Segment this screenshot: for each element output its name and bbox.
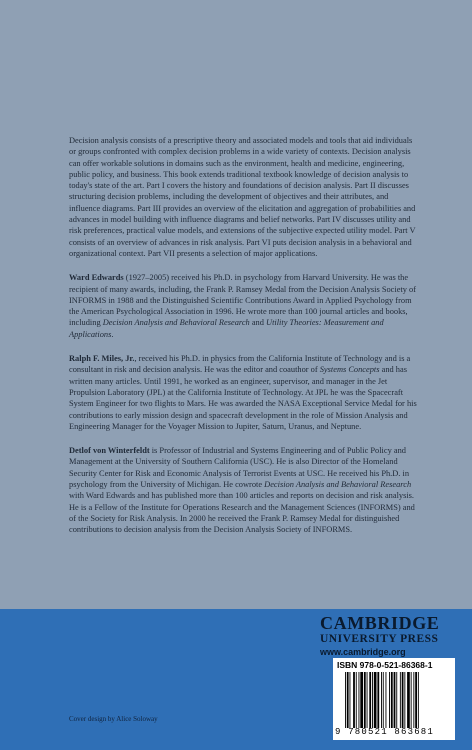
author-name: Ralph F. Miles, Jr. <box>69 354 135 364</box>
barcode-bar <box>386 672 387 728</box>
barcode-bar <box>391 672 393 728</box>
barcode <box>333 658 455 740</box>
bio-winterfeldt: Detlof von Winterfeldt is Professor of Industrial and Systems Engineering and of Public Policy and Management at the University of Southern California (USC). He is also Director of the Homeland Security Center for Risk and Economic Analysis of Terrorist Events at USC. He received his Ph.D. in psychology from the University of Michigan. He cowrote Decision Analysis and Behavioral Research with Ward Edwards and has published more than 100 articles and reports on decision and risk analysis. He is a Fellow of the Institute for Operations Research and the Management Sciences (INFORMS) and of the Society for Risk Analysis. In 2000 he received the Frank P. Ramsey Medal for distinguished contributions to decision analysis from the Decision Analysis Society of INFORMS. <box>69 446 415 535</box>
barcode-bar <box>411 672 412 728</box>
barcode-bar <box>372 672 373 728</box>
publisher-url: www.cambridge.org <box>320 647 406 657</box>
author-name: Ward Edwards <box>69 273 124 283</box>
book-title: Decision Analysis and Behavioral Research <box>264 480 412 490</box>
barcode-bar <box>381 672 382 728</box>
book-title: Decision Analysis and Behavioral Research <box>102 318 250 328</box>
barcode-bar <box>404 672 405 728</box>
barcode-bar <box>356 672 357 728</box>
barcode-bar <box>418 672 419 728</box>
barcode-bar <box>347 672 349 728</box>
barcode-bar <box>369 672 371 728</box>
barcode-bar <box>359 672 360 728</box>
book-title: Systems Concepts <box>319 365 380 375</box>
barcode-bars <box>343 672 447 728</box>
barcode-bar <box>350 672 351 728</box>
barcode-bar <box>396 672 397 728</box>
barcode-bar <box>367 672 368 728</box>
barcode-bar <box>402 672 404 728</box>
barcode-bar <box>413 672 414 728</box>
barcode-bar <box>415 672 417 728</box>
cover-credit: Cover design by Alice Soloway <box>69 715 158 723</box>
cover-text <box>69 135 421 549</box>
barcode-bar <box>364 672 366 728</box>
ean-digits: 9 780521 863681 <box>335 727 435 737</box>
publisher-logo <box>320 614 460 661</box>
barcode-bar <box>400 672 401 728</box>
bio-miles: Ralph F. Miles, Jr., received his Ph.D. in physics from the California Institute of Technology and is a consultant in risk and decision analysis. He was the editor and coauthor of Systems Concepts and has written many articles. Until 1991, he worked as an engineer, supervisor, and manager in the Jet Propulsion Laboratory (JPL) at the California Institute of Technology. At JPL he was the Spacecraft System Engineer for two flights to Mars. He was awarded the NASA Exceptional Service Medal for his contributions to early mission design and spacecraft development in the role of Mission Analysis and Engineering Manager for the Voyager Mission to Jupiter, Saturn, Uranus, and Neptune. <box>69 354 417 431</box>
book-description: Decision analysis consists of a prescriptive theory and associated models and tools that aid individuals or groups confronted with complex decision problems in a wide variety of contexts. Decision analysis can offer workable solutions in domains such as the environment, health and medicine, engineering, public policy, and business. This book extends traditional textbook knowledge of decision analysis to today's state of the art. Part I covers the history and foundations of decision analysis. Part II discusses structuring decision problems, including the development of objectives and their attributes, and influence diagrams. Part III provides an overview of the elicitation and aggregation of probabilities and advances in model building with influence diagrams and belief networks. Part IV discusses utility and risk preferences, practical value models, and extensions of the subjective expected utility model. Part V consists of an overview of advances in risk analysis. Part VI puts decision analysis in a behavioral and organizational context. Part VII presents a selection of major applications. <box>69 136 416 258</box>
barcode-bar <box>389 672 390 728</box>
publisher-name: CAMBRIDGE <box>320 613 440 633</box>
barcode-bar <box>374 672 377 728</box>
author-name: Detlof von Winterfeldt <box>69 446 150 456</box>
barcode-bar <box>353 672 355 728</box>
barcode-bar <box>394 672 396 728</box>
book-title: Utility Theories: Measurement and Applications <box>69 318 384 339</box>
barcode-bar <box>360 672 363 728</box>
isbn-label: ISBN 978-0-521-86368-1 <box>337 660 433 670</box>
barcode-bar <box>383 672 384 728</box>
barcode-bar <box>345 672 346 728</box>
barcode-bar <box>407 672 410 728</box>
barcode-bar <box>377 672 379 728</box>
bio-edwards: Ward Edwards (1927–2005) received his Ph.D. in psychology from Harvard University. He was the recipient of many awards, including, the Frank P. Ramsey Medal from the Decision Analysis Society of INFORMS in 1988 and the Distinguished Scientific Contributions Award in Applied Psychology from the American Psychological Association in 1996. He wrote more than 100 journal articles and books, including Decision Analysis and Behavioral Research and Utility Theories: Measurement and Applications. <box>69 273 417 339</box>
publisher-press: UNIVERSITY PRESS <box>320 633 439 645</box>
